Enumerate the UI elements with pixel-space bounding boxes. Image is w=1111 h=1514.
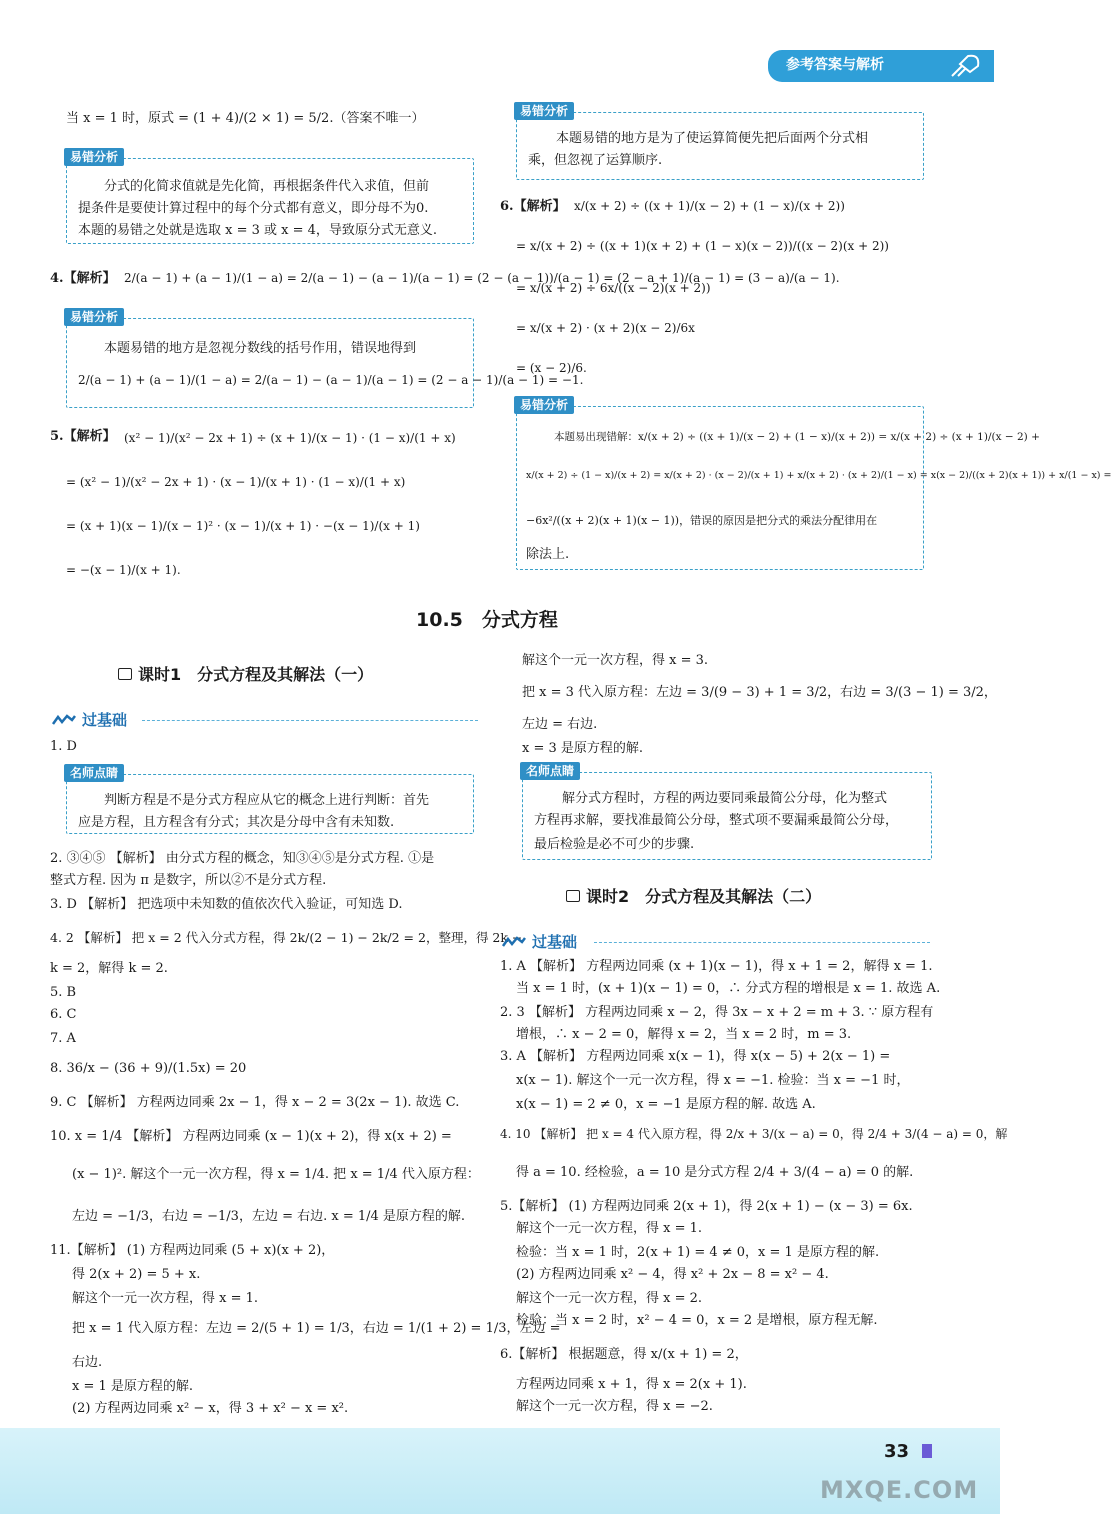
- box-text: 本题易错的地方是忽视分数线的括号作用，错误地得到: [104, 341, 417, 356]
- math-expression: = x/(x + 2) ÷ 6x/((x − 2)(x + 2)): [516, 281, 711, 295]
- box-text: 除法上.: [526, 547, 570, 562]
- answer-item: 7. A: [50, 1031, 76, 1046]
- box-text: 本题易错的地方是为了使运算简便先把后面两个分式相: [556, 131, 869, 146]
- answer-line: 9. C 【解析】 方程两边同乘 2x − 1，得 x − 2 = 3(2x − 1). 故选 C.: [50, 1095, 460, 1110]
- answer-line: 得 2(x + 2) = 5 + x.: [72, 1267, 201, 1282]
- lesson-title: 课时2 分式方程及其解法（二）: [586, 887, 822, 906]
- math-expression: = x/(x + 2) ÷ ((x + 1)(x + 2) + (1 − x)(x − 2))/((x − 2)(x + 2)): [516, 239, 889, 253]
- answer-line: 6.【解析】 根据题意，得 x/(x + 1) = 2，: [500, 1347, 748, 1362]
- answer-line: 2. 3 【解析】 方程两边同乘 x − 2，得 3x − x + 2 = m + 3. ∵ 原方程有: [500, 1005, 934, 1020]
- divider: [594, 942, 930, 943]
- error-analysis-tag: 易错分析: [514, 102, 574, 120]
- wave-icon: [52, 714, 76, 726]
- answer-line: 左边 = 右边.: [522, 717, 598, 732]
- answer-line: 解这个一元一次方程，得 x = −2.: [516, 1399, 713, 1414]
- answer-line: 把 x = 3 代入原方程：左边 = 3/(9 − 3) + 1 = 3/2，右边 = 3/(3 − 1) = 3/2，: [522, 685, 997, 700]
- box-text: 提条件是要使计算过程中的每个分式都有意义，即分母不为0.: [78, 201, 429, 216]
- page-number: 33: [884, 1441, 910, 1462]
- question-label: 5.【解析】: [50, 429, 116, 444]
- math-expression: 2/(a − 1) + (a − 1)/(1 − a) = 2/(a − 1) − (a − 1)/(a − 1) = (2 − (a − 1))/(a − 1) = (2 − a + 1)/(a − 1) = (3 − a)/(a − 1).: [124, 271, 840, 285]
- watermark: MXQE.COM: [820, 1476, 979, 1504]
- answer-item: 5. B: [50, 985, 77, 1000]
- answer-line: x(x − 1) = 2 ≠ 0，x = −1 是原方程的解. 故选 A.: [516, 1097, 816, 1112]
- answer-line: (x − 1)². 解这个一元一次方程，得 x = 1/4. 把 x = 1/4 代入原方程：: [72, 1167, 480, 1182]
- answer-line: 解这个一元一次方程，得 x = 1.: [72, 1291, 259, 1306]
- answer-line: x(x − 1). 解这个一元一次方程，得 x = −1. 检验：当 x = −1 时，: [516, 1073, 910, 1088]
- answer-line: x = 3 是原方程的解.: [522, 741, 644, 756]
- page-marker: [922, 1444, 932, 1458]
- answer-line: 4. 10 【解析】 把 x = 4 代入原方程，得 2/x + 3/(x − a) = 0，得 2/4 + 3/(4 − a) = 0，解: [500, 1127, 1008, 1141]
- error-analysis-box: [66, 318, 474, 408]
- header-banner: [768, 50, 994, 82]
- answer-line: (2) 方程两边同乘 x² − x，得 3 + x² − x = x².: [72, 1401, 349, 1416]
- answer-line: 得 a = 10. 经检验，a = 10 是分式方程 2/4 + 3/(4 − a) = 0 的解.: [516, 1165, 914, 1180]
- answer-line: x = 1 是原方程的解.: [72, 1379, 194, 1394]
- answer-line: 把 x = 1 代入原方程：左边 = 2/(5 + 1) = 1/3，右边 = 1/(1 + 2) = 1/3，左边 =: [72, 1321, 561, 1336]
- box-text: 乘，但忽视了运算顺序.: [528, 153, 663, 168]
- answer-line: k = 2，解得 k = 2.: [50, 961, 168, 976]
- answer-line: 增根，∴ x − 2 = 0，解得 x = 2，当 x = 2 时，m = 3.: [516, 1027, 852, 1042]
- answer-line: 检验：当 x = 1 时，2(x + 1) = 4 ≠ 0，x = 1 是原方程的解.: [516, 1245, 880, 1260]
- error-analysis-tag: 易错分析: [64, 308, 124, 326]
- answer-line: 11.【解析】 (1) 方程两边同乘 (5 + x)(x + 2)，: [50, 1243, 335, 1258]
- math-expression: = (x² − 1)/(x² − 2x + 1) · (x − 1)/(x + 1) · (1 − x)/(1 + x): [66, 475, 406, 489]
- answer-line: 解这个一元一次方程，得 x = 1.: [516, 1221, 703, 1236]
- header-title: 参考答案与解析: [786, 57, 884, 73]
- box-text: x/(x + 2) ÷ (1 − x)/(x + 2) = x/(x + 2) · (x − 2)/(x + 1) + x/(x + 2) · (x + 2)/(1 − x) = x(x − 2)/((x + 2)(x + 1)) + x/(1 − x) =: [526, 470, 1111, 481]
- answer-line: 整式方程. 因为 π 是数字，所以②不是分式方程.: [50, 873, 327, 888]
- box-text: 应是方程，且方程含有分式；其次是分母中含有未知数.: [78, 815, 395, 830]
- math-expression: = x/(x + 2) · (x + 2)(x − 2)/6x: [516, 321, 695, 335]
- math-expression: = −(x − 1)/(x + 1).: [66, 563, 181, 577]
- divider: [142, 720, 478, 721]
- answer-line: 3. A 【解析】 方程两边同乘 x(x − 1)，得 x(x − 5) + 2(x − 1) =: [500, 1049, 891, 1064]
- box-text: 本题易出现错解：x/(x + 2) ÷ ((x + 1)/(x − 2) + (1 − x)/(x + 2)) = x/(x + 2) ÷ (x + 1)/(x − 2) +: [554, 431, 1040, 443]
- math-expression: x/(x + 2) ÷ ((x + 1)/(x − 2) + (1 − x)/(x + 2)): [574, 199, 845, 213]
- lesson-title: 课时1 分式方程及其解法（一）: [138, 665, 374, 684]
- base-heading: 过基础: [532, 933, 578, 951]
- question-label: 6.【解析】: [500, 199, 566, 214]
- answer-line: 8. 36/x − (36 + 9)/(1.5x) = 20: [50, 1061, 247, 1076]
- box-text: 解分式方程时，方程的两边要同乘最简公分母，化为整式: [562, 791, 888, 806]
- box-text: 本题的易错之处就是选取 x = 3 或 x = 4，导致原分式无意义.: [78, 223, 438, 238]
- answer-line: 1. A 【解析】 方程两边同乘 (x + 1)(x − 1)，得 x + 1 = 2，解得 x = 1.: [500, 959, 933, 974]
- answer-line: 3. D 【解析】 把选项中未知数的值依次代入验证，可知选 D.: [50, 897, 403, 912]
- answer-line: 方程两边同乘 x + 1，得 x = 2(x + 1).: [516, 1377, 747, 1392]
- math-expression: (x² − 1)/(x² − 2x + 1) ÷ (x + 1)/(x − 1) · (1 − x)/(1 + x): [124, 431, 456, 445]
- answer-line: 10. x = 1/4 【解析】 方程两边同乘 (x − 1)(x + 2)，得 x(x + 2) =: [50, 1129, 452, 1144]
- error-analysis-tag: 易错分析: [64, 148, 124, 166]
- base-heading: 过基础: [82, 711, 128, 729]
- section-title: 10.5 分式方程: [416, 609, 558, 631]
- answer-line: 右边.: [72, 1355, 103, 1370]
- folder-icon: [118, 668, 132, 680]
- box-text: −6x²/((x + 2)(x + 1)(x − 1))，错误的原因是把分式的乘法分配律用在: [526, 514, 878, 527]
- answer-item: 6. C: [50, 1007, 77, 1022]
- wave-icon: [502, 936, 526, 948]
- box-text: 2/(a − 1) + (a − 1)/(1 − a) = 2/(a − 1) − (a − 1)/(a − 1) = (2 − a − 1)/(a − 1) = −1.: [78, 373, 584, 387]
- answer-line: 当 x = 1 时，(x + 1)(x − 1) = 0，∴ 分式方程的增根是 x = 1. 故选 A.: [516, 981, 941, 996]
- box-text: 分式的化简求值就是先化简，再根据条件代入求值，但前: [104, 179, 430, 194]
- rocket-icon: [948, 52, 982, 80]
- answer-line: 5.【解析】 (1) 方程两边同乘 2(x + 1)，得 2(x + 1) − (x − 3) = 6x.: [500, 1199, 913, 1214]
- box-text: 判断方程是不是分式方程应从它的概念上进行判断：首先: [104, 793, 430, 808]
- box-text: 方程再求解，要找准最简公分母，整式项不要漏乘最简公分母，: [534, 813, 899, 828]
- box-text: 最后检验是必不可少的步骤.: [534, 837, 695, 852]
- question-label: 4.【解析】: [50, 271, 116, 286]
- math-expression: = (x − 2)/6.: [516, 361, 587, 375]
- answer-line: 解这个一元一次方程，得 x = 2.: [516, 1291, 703, 1306]
- teacher-tip-tag: 名师点睛: [520, 762, 580, 780]
- answer-line: (2) 方程两边同乘 x² − 4，得 x² + 2x − 8 = x² − 4.: [516, 1267, 829, 1282]
- answer-line: 4. 2 【解析】 把 x = 2 代入分式方程，得 2k/(2 − 1) − 2k/2 = 2，整理，得 2k −: [50, 930, 523, 945]
- teacher-tip-tag: 名师点睛: [64, 764, 124, 782]
- answer-line: 左边 = −1/3，右边 = −1/3，左边 = 右边. x = 1/4 是原方程的解.: [72, 1209, 466, 1224]
- answer-line: 当 x = 1 时，原式 = (1 + 4)/(2 × 1) = 5/2.（答案不唯一）: [66, 111, 425, 126]
- answer-line: 检验：当 x = 2 时，x² − 4 = 0，x = 2 是增根，原方程无解.: [516, 1313, 878, 1328]
- error-analysis-tag: 易错分析: [514, 396, 574, 414]
- answer-line: 解这个一元一次方程，得 x = 3.: [522, 653, 709, 668]
- math-expression: = (x + 1)(x − 1)/(x − 1)² · (x − 1)/(x + 1) · −(x − 1)/(x + 1): [66, 519, 420, 533]
- answer-item: 1. D: [50, 739, 77, 754]
- answer-line: 2. ③④⑤ 【解析】 由分式方程的概念，知③④⑤是分式方程. ①是: [50, 851, 435, 866]
- folder-icon: [566, 890, 580, 902]
